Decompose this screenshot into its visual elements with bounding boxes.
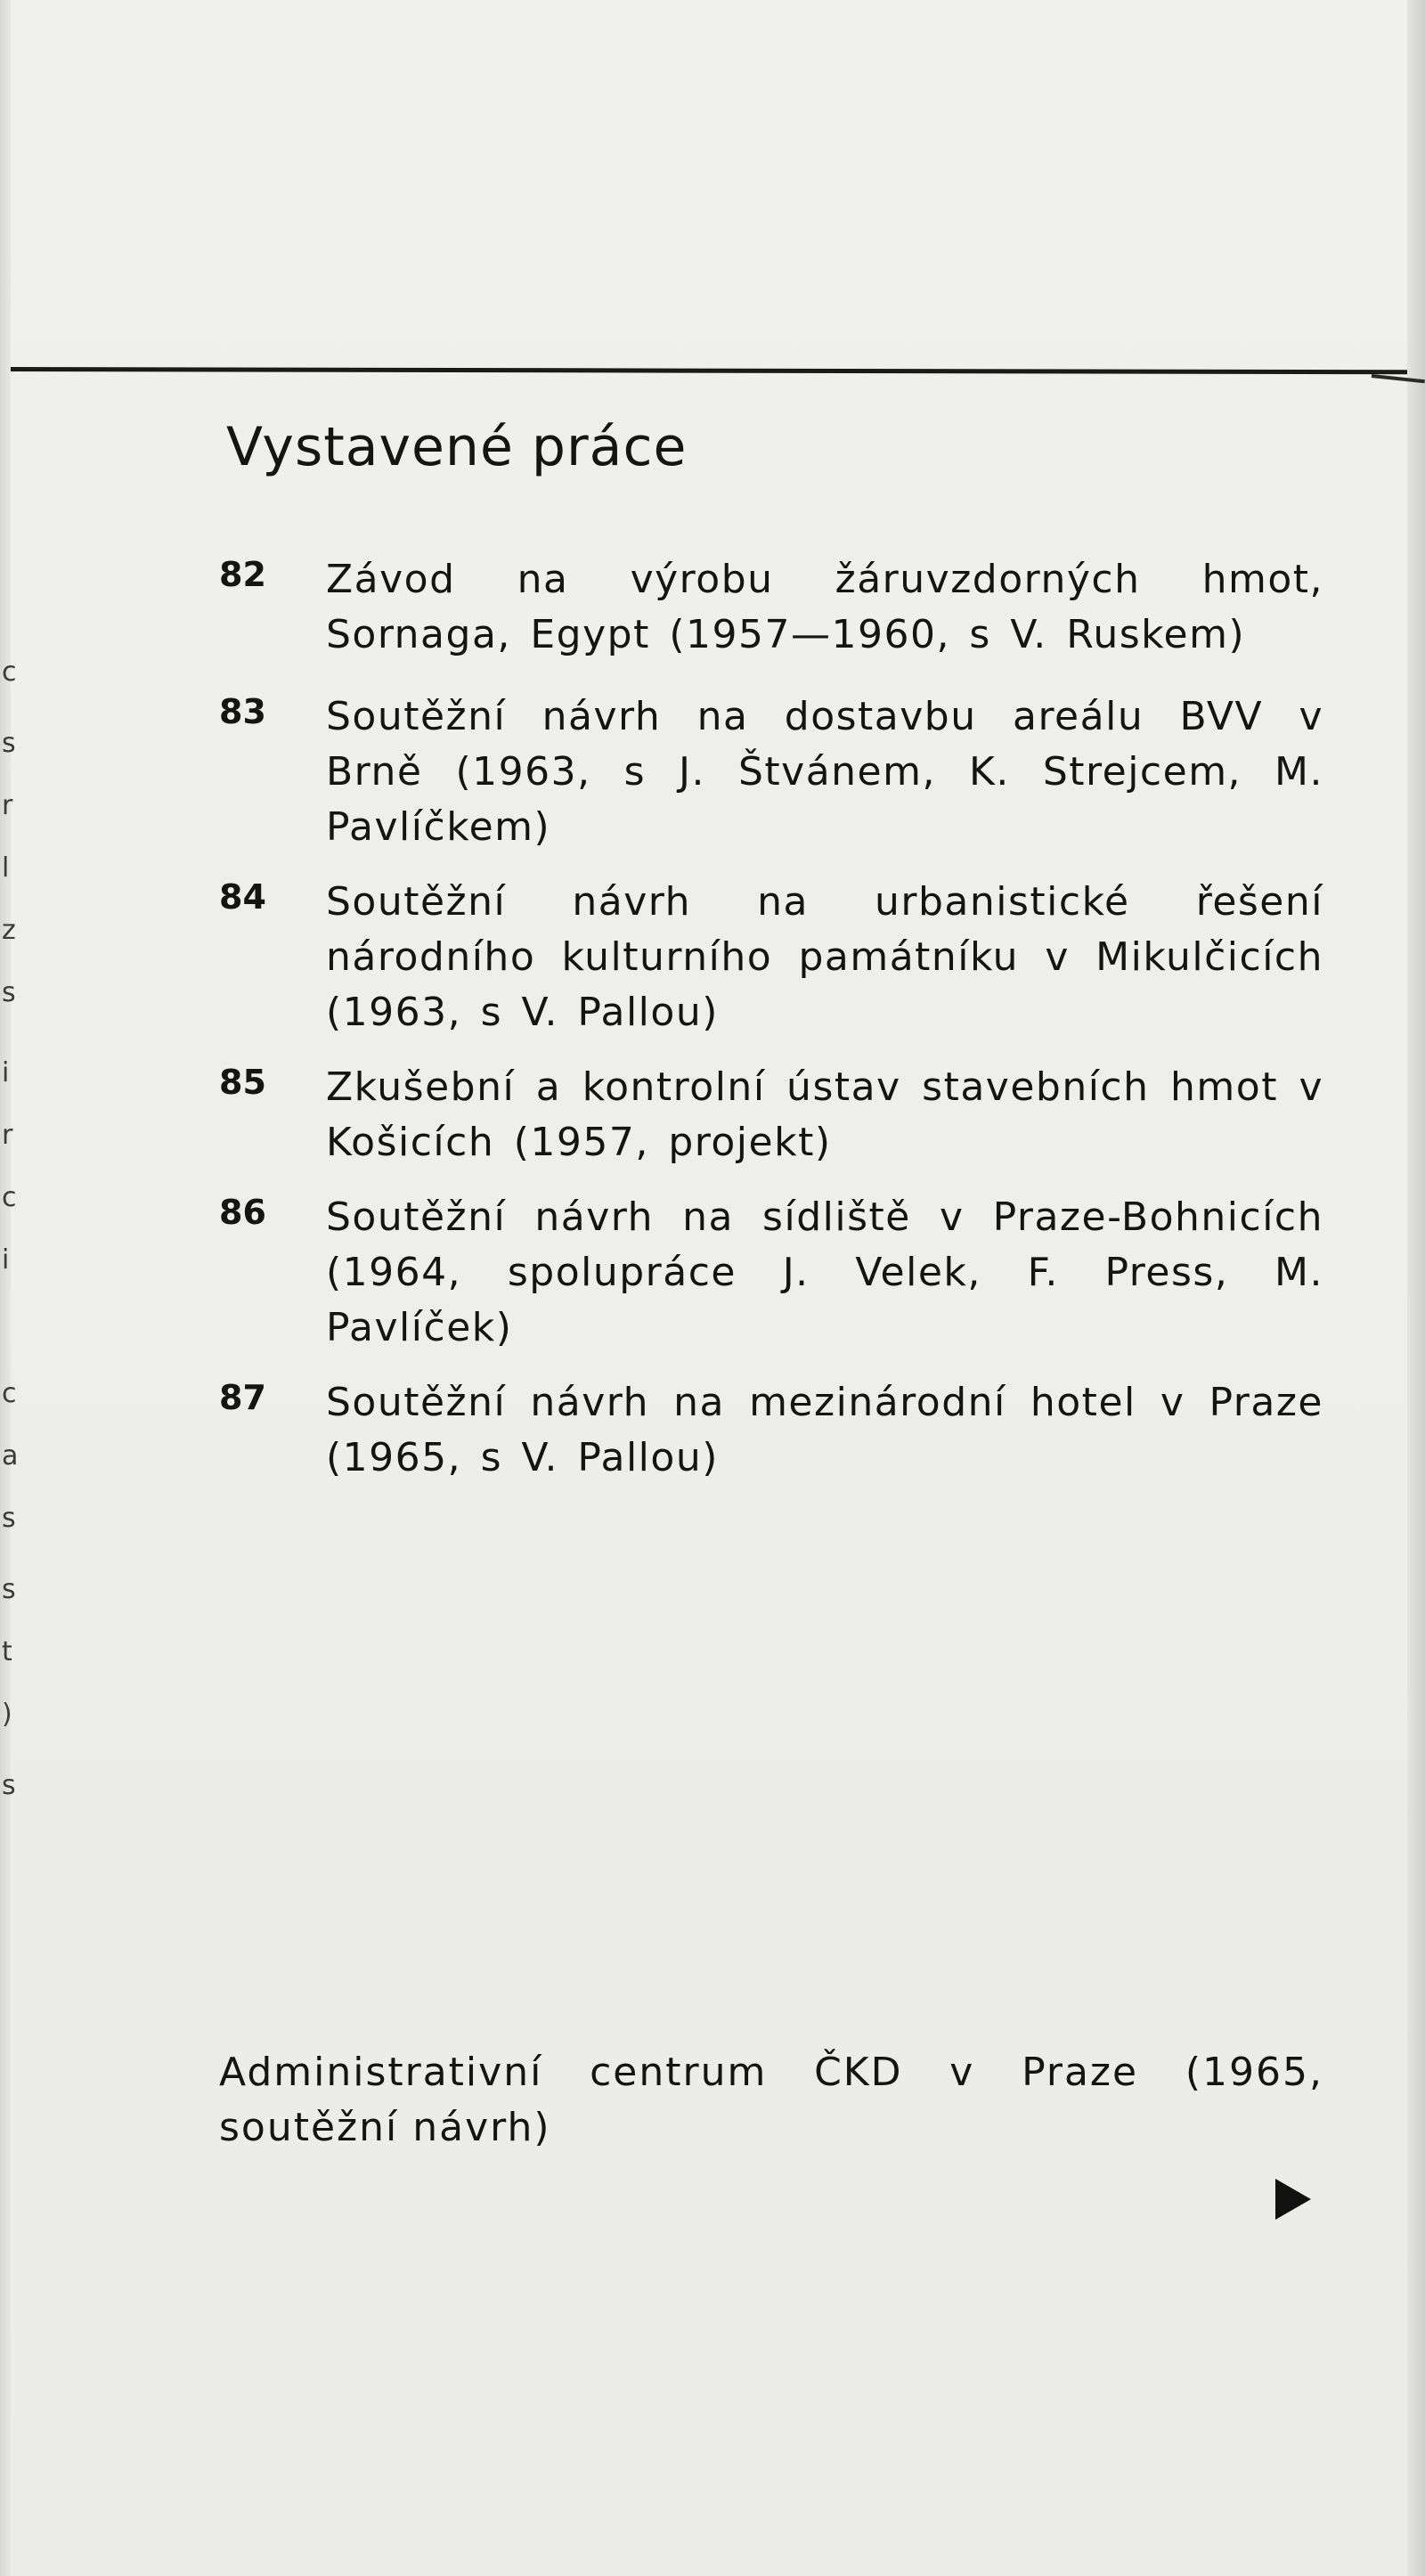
edge-mark: a — [2, 1440, 19, 1471]
list-item — [219, 875, 1323, 1040]
edge-mark: s — [2, 1770, 16, 1801]
edge-mark: z — [2, 915, 16, 946]
item-text: Soutěžní návrh na mezinárodní hotel v Praze (1965, s V. Pallou) — [326, 1380, 1323, 1480]
item-text: Zkušební a kontrolní ústav stavebních hmot v Košicích (1957, projekt) — [326, 1064, 1323, 1165]
edge-mark: c — [2, 656, 17, 688]
edge-mark: l — [2, 852, 10, 884]
list-item — [219, 689, 1323, 855]
item-text: Závod na výrobu žáruvzdorných hmot, Sornaga, Egypt (1957—1960, s V. Ruskem) — [326, 557, 1323, 657]
works-list — [219, 552, 1323, 1486]
edge-mark: i — [2, 1057, 10, 1088]
edge-mark: s — [2, 728, 16, 759]
item-text: Soutěžní návrh na dostavbu areálu BVV v Brně (1963, s J. Štvánem, K. Strejcem, M. Pavlíčkem) — [326, 694, 1323, 850]
item-text: Soutěžní návrh na urbanistické řešení národního kulturního památníku v Mikulčicích (1963, s V. Pallou) — [326, 879, 1323, 1035]
edge-mark: c — [2, 1182, 17, 1213]
edge-mark: c — [2, 1378, 17, 1409]
edge-mark: s — [2, 1503, 16, 1534]
list-item — [219, 1190, 1323, 1356]
list-item — [219, 552, 1323, 663]
item-number: 86 — [219, 1193, 266, 1232]
right-triangle-icon-shape — [1274, 2177, 1313, 2221]
header-rule — [11, 367, 1407, 374]
item-number: 82 — [219, 555, 266, 594]
item-number: 84 — [219, 877, 266, 917]
section-heading: Vystavené práce — [226, 416, 688, 478]
list-item — [219, 1060, 1323, 1170]
item-number: 85 — [219, 1063, 266, 1102]
item-text: Soutěžní návrh na sídliště v Praze-Bohnicích (1964, spolupráce J. Velek, F. Press, M. Pavlíček) — [326, 1194, 1323, 1350]
edge-mark: s — [2, 1574, 16, 1605]
right-page-edge — [1407, 0, 1425, 2576]
item-number: 83 — [219, 692, 266, 731]
list-item — [219, 1375, 1323, 1486]
edge-mark: i — [2, 1244, 10, 1276]
edge-mark: t — [2, 1636, 12, 1667]
right-triangle-icon[interactable] — [1274, 2177, 1313, 2221]
image-caption: Administrativní centrum ČKD v Praze (1965, soutěžní návrh) — [219, 2050, 1323, 2150]
edge-mark: s — [2, 977, 16, 1008]
edge-mark: ) — [2, 1699, 12, 1730]
edge-mark: r — [2, 1120, 13, 1151]
item-number: 87 — [219, 1378, 266, 1417]
edge-mark: r — [2, 790, 13, 821]
left-page-edge — [0, 0, 19, 2576]
